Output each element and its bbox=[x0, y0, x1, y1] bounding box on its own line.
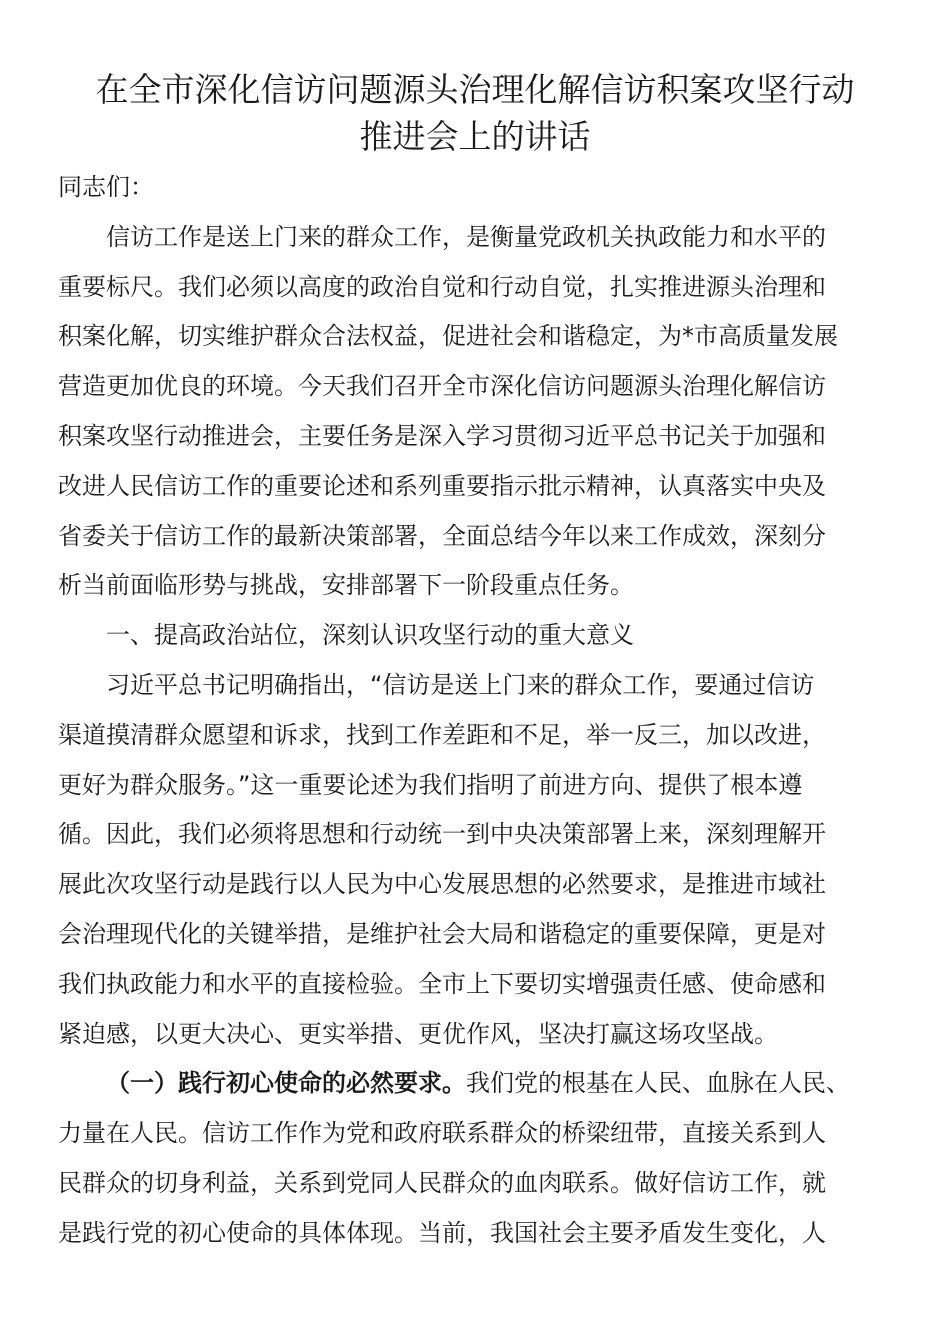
paragraph-section1 bbox=[58, 661, 898, 1059]
paragraph-line: 积案化解，切实维护群众合法权益，促进社会和谐稳定，为*市高质量发展 bbox=[58, 322, 838, 351]
paragraph-line: 信访工作是送上门来的群众工作，是衡量党政机关执政能力和水平的 bbox=[106, 222, 826, 251]
paragraph-subsection1 bbox=[58, 1059, 898, 1258]
paragraph-line: 营造更加优良的环境。今天我们召开全市深化信访问题源头治理化解信访 bbox=[58, 372, 826, 401]
paragraph-line: 省委关于信访工作的最新决策部署，全面总结今年以来工作成效，深刻分 bbox=[58, 521, 826, 550]
paragraph-line: 改进人民信访工作的重要论述和系列重要指示批示精神，认真落实中央及 bbox=[58, 471, 826, 500]
document-title-line-1: 在全市深化信访问题源头治理化解信访积案攻坚行动 bbox=[95, 70, 855, 109]
paragraph-line: 紧迫感，以更大决心、更实举措、更优作风，坚决打赢这场攻坚战。 bbox=[58, 1019, 778, 1048]
paragraph-line: 更好为群众服务。”这一重要论述为我们指明了前进方向、提供了根本遵 bbox=[58, 770, 803, 799]
paragraph-line: 是践行党的初心使命的具体体现。当前，我国社会主要矛盾发生变化，人 bbox=[58, 1218, 826, 1247]
paragraph-line: 渠道摸清群众愿望和诉求，找到工作差距和不足，举一反三，加以改进， bbox=[58, 720, 826, 749]
paragraph-intro bbox=[58, 213, 898, 611]
paragraph-line bbox=[58, 1059, 898, 1109]
paragraph-line: 析当前面临形势与挑战，安排部署下一阶段重点任务。 bbox=[58, 571, 634, 600]
subsection-heading: （一）践行初心使命的必然要求。 bbox=[106, 1069, 466, 1098]
paragraph-line: 民群众的切身利益，关系到党同人民群众的血肉联系。做好信访工作，就 bbox=[58, 1168, 826, 1197]
paragraph-line: 循。因此，我们必须将思想和行动统一到中央决策部署上来，深刻理解开 bbox=[58, 820, 826, 849]
paragraph-line: 习近平总书记明确指出，“信访是送上门来的群众工作，要通过信访 bbox=[106, 670, 815, 699]
section-heading: 一、提高政治站位，深刻认识攻坚行动的重大意义 bbox=[106, 621, 634, 650]
salutation: 同志们： bbox=[58, 173, 154, 201]
paragraph-line: 力量在人民。信访工作作为党和政府联系群众的桥梁纽带，直接关系到人 bbox=[58, 1119, 826, 1148]
paragraph-line: 积案攻坚行动推进会，主要任务是深入学习贯彻习近平总书记关于加强和 bbox=[58, 421, 826, 450]
paragraph-line: 展此次攻坚行动是践行以人民为中心发展思想的必然要求，是推进市域社 bbox=[58, 870, 826, 899]
paragraph-line: 重要标尺。我们必须以高度的政治自觉和行动自觉，扎实推进源头治理和 bbox=[58, 272, 826, 301]
paragraph-line: 我们执政能力和水平的直接检验。全市上下要切实增强责任感、使命感和 bbox=[58, 969, 826, 998]
document-title-line-2: 推进会上的讲话 bbox=[359, 117, 591, 156]
paragraph-text: 我们党的根基在人民、血脉在人民、 bbox=[466, 1069, 850, 1098]
document-body bbox=[58, 163, 898, 1259]
paragraph-line: 会治理现代化的关键举措，是维护社会大局和谐稳定的重要保障，更是对 bbox=[58, 919, 826, 948]
